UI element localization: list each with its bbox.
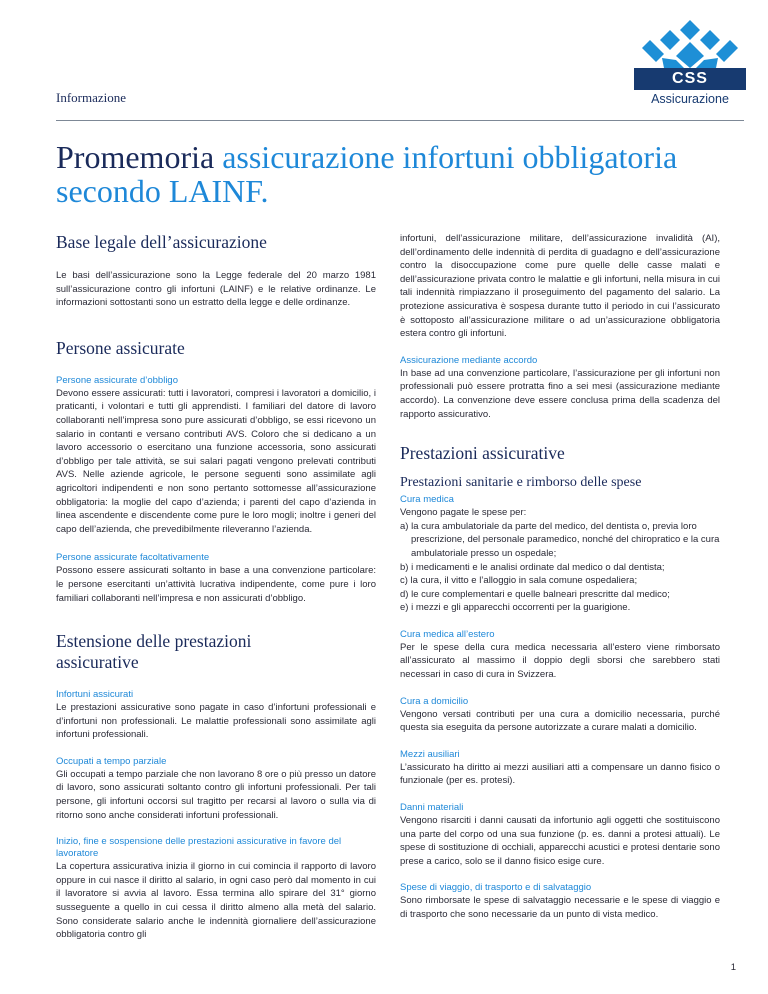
paragraph: Per le spese della cura medica necessaria all’estero viene rimborsato all’assicurato al massimo il doppio degli sborsi che sarebbero stati necessari in caso di cura in Svizzera. <box>400 641 720 681</box>
page-title-part1: Promemoria <box>56 139 223 175</box>
list-item: b) i medicamenti e le analisi ordinate dal medico o dal dentista; <box>400 561 665 573</box>
section-heading: Prestazioni assicurative <box>400 443 565 464</box>
page-title-part2: assicurazione infortuni obbligatoria secondo LAINF. <box>56 139 678 209</box>
paragraph: In base ad una convenzione particolare, l’assicurazione per gli infortuni non professionali può essere protratta fino a sei mesi (assicurazione mediante accordo). La convenzione deve essere conclusa prima della scadenza del rapporto assicurativo. <box>400 367 720 420</box>
header-label: Informazione <box>56 90 127 105</box>
paragraph: Possono essere assicurati soltanto in base a una convenzione particolare: le persone esercitanti un’attività lucrativa indipendente, come pure i loro familiari collaboranti nell’impresa e non assicurati d’obbligo. <box>56 565 376 604</box>
paragraph: L’assicurato ha diritto ai mezzi ausiliari atti a compensare un danno fisico o funzionale (per es. protesi). <box>400 761 720 787</box>
logo-brand: CSS <box>634 68 746 90</box>
paragraph: Le basi dell’assicurazione sono la Legge federale del 20 marzo 1981 sull’assicurazione contro gli infortuni (LAINF) e le relative ordinanze. Le informazioni sottostanti sono un estratto della legge e delle ordinanze. <box>56 270 376 309</box>
page-number: 1 <box>730 962 736 973</box>
section-prestazioni <box>400 443 720 921</box>
paragraph: Vengono versati contributi per una cura a domicilio necessaria, purché questa sia eseguita da persone autorizzate a curare malati a domicilio. <box>400 708 720 734</box>
subheading: Assicurazione mediante accordo <box>400 354 538 366</box>
logo-subtitle: Assicurazione <box>651 92 729 106</box>
subheading: Persone assicurate facoltativamente <box>56 552 210 564</box>
section-heading: Persone assicurate <box>56 337 185 358</box>
left-column <box>56 232 376 942</box>
list-item: d) le cure complementari e quelle balneari prescritte dal medico; <box>400 588 670 600</box>
subheading: Inizio, fine e sospensione delle prestazioni assicurative in favore del lavoratore <box>56 836 342 860</box>
subheading: Cura a domicilio <box>400 695 469 707</box>
section-base-legale <box>56 232 376 310</box>
subheading: Mezzi ausiliari <box>400 748 460 760</box>
subheading: Cura medica all’estero <box>400 628 495 640</box>
list-item: e) i mezzi e gli apparecchi occorrenti per la guarigione. <box>400 602 631 614</box>
right-column <box>400 232 720 922</box>
list-item: a) la cura ambulatoriale da parte del medico, del dentista o, previa loro prescrizione, del personale paramedico, nonché del chiropratico e la cura ambulatoriale presso un ospedale; <box>400 520 720 559</box>
section-heading: Base legale dell’assicurazione <box>56 232 267 252</box>
section-estensione <box>56 631 376 942</box>
subsection-heading: Prestazioni sanitarie e rimborso delle spese <box>400 475 642 491</box>
subheading: Danni materiali <box>400 802 464 814</box>
paragraph: Vengono pagate le spese per: <box>400 507 527 519</box>
subheading: Cura medica <box>400 494 454 506</box>
paragraph: Devono essere assicurati: tutti i lavoratori, compresi i lavoratori a domicilio, i praticanti, i volontari e tutti gli apprendisti. I familiari del datore di lavoro collaboranti nell’impresa sono pure assicurati d’obbligo, se essi ricevono un salario in contanti e versano contributi AVS. Coloro che si dedicano a un lavoro accessorio o esercitano una funzione accessoria, sono assicurati d’obbligo per tale attività, se sui salari pagati vengono prelevati contributi AVS. Nelle aziende agricole, le persone seguenti sono assimilate agli agricoltori indipendenti e non sono pertanto sottomesse all’assicurazione obbligatoria: la moglie del capo d’azienda; i parenti del capo d’azienda in linea ascendente e discendente come pure le loro mogli; inoltre i generi del capo dell’azienda, che prevedibilmente rileveranno l’azienda. <box>56 387 376 535</box>
paragraph: Gli occupati a tempo parziale che non lavorano 8 ore o più presso un datore di lavoro, sono assicurati soltanto contro gli infortuni professionali. Per tali persone, gli infortuni occorsi sul tragitto per recarsi al lavoro o sulla via di ritorno sono anche considerati infortuni professionali. <box>56 768 376 821</box>
paragraph: Le prestazioni assicurative sono pagate in caso d’infortuni professionali e d’infortuni non professionali. Le malattie professionali sono assimilate agli infortuni professionali. <box>56 702 376 741</box>
paragraph: Sono rimborsate le spese di salvataggio necessarie e le spese di viaggio e di trasporto che sono necessarie da un punto di vista medico. <box>400 895 720 920</box>
subheading: Occupati a tempo parziale <box>56 755 167 767</box>
header-divider <box>56 120 744 121</box>
list-item: c) la cura, il vitto e l’alloggio in sala comune ospedaliera; <box>400 575 638 587</box>
paragraph: infortuni, dell’assicurazione militare, dell’assicurazione invalidità (AI), dell’ordinamento delle indennità di perdita di guadagno e dell’assicurazione contro la disoccupazione come pure quelle delle casse malati e dell’assicurazione privata contro le malattie e gli infortuni, nella misura in cui tali indennità rimpiazzano il proseguimento del pagamento del salario. La protezione assicurativa è sospesa durante tutto il periodo in cui l’assicurato è sottoposto all’assicurazione militare o ad un’assicurazione obbligatoria estera contro gli infortuni. <box>400 233 720 340</box>
subheading: Infortuni assicurati <box>56 689 134 701</box>
paragraph: Vengono risarciti i danni causati da infortunio agli oggetti che sostituiscono una parte del corpo od una sua funzione (p. es. danni a protesi attuali). Le spese di sostituzione di occhiali, apparecchi acustici e protesi dentarie sono prese a carico, solo se il danno fisico esige cure. <box>400 815 720 867</box>
page-title <box>56 140 736 208</box>
paragraph: La copertura assicurativa inizia il giorno in cui comincia il rapporto di lavoro oppure in cui nasce il diritto al salario, in ogni caso però dal momento in cui il lavoratore si avvia al lavoro. Essa termina allo spirare del 31° giorno susseguente a quello in cui cessa il diritto almeno alla metà del salario. Sono considerate salario anche le indennità giornaliere dell’assicurazione obbligatoria contro gli <box>56 861 376 941</box>
subheading: Persone assicurate d’obbligo <box>56 374 178 386</box>
section-persone-assicurate <box>56 338 376 605</box>
section-heading: Estensione delle prestazioni assicurative <box>56 631 252 673</box>
cura-list <box>400 520 720 615</box>
subheading: Spese di viaggio, di trasporto e di salvataggio <box>400 882 592 894</box>
